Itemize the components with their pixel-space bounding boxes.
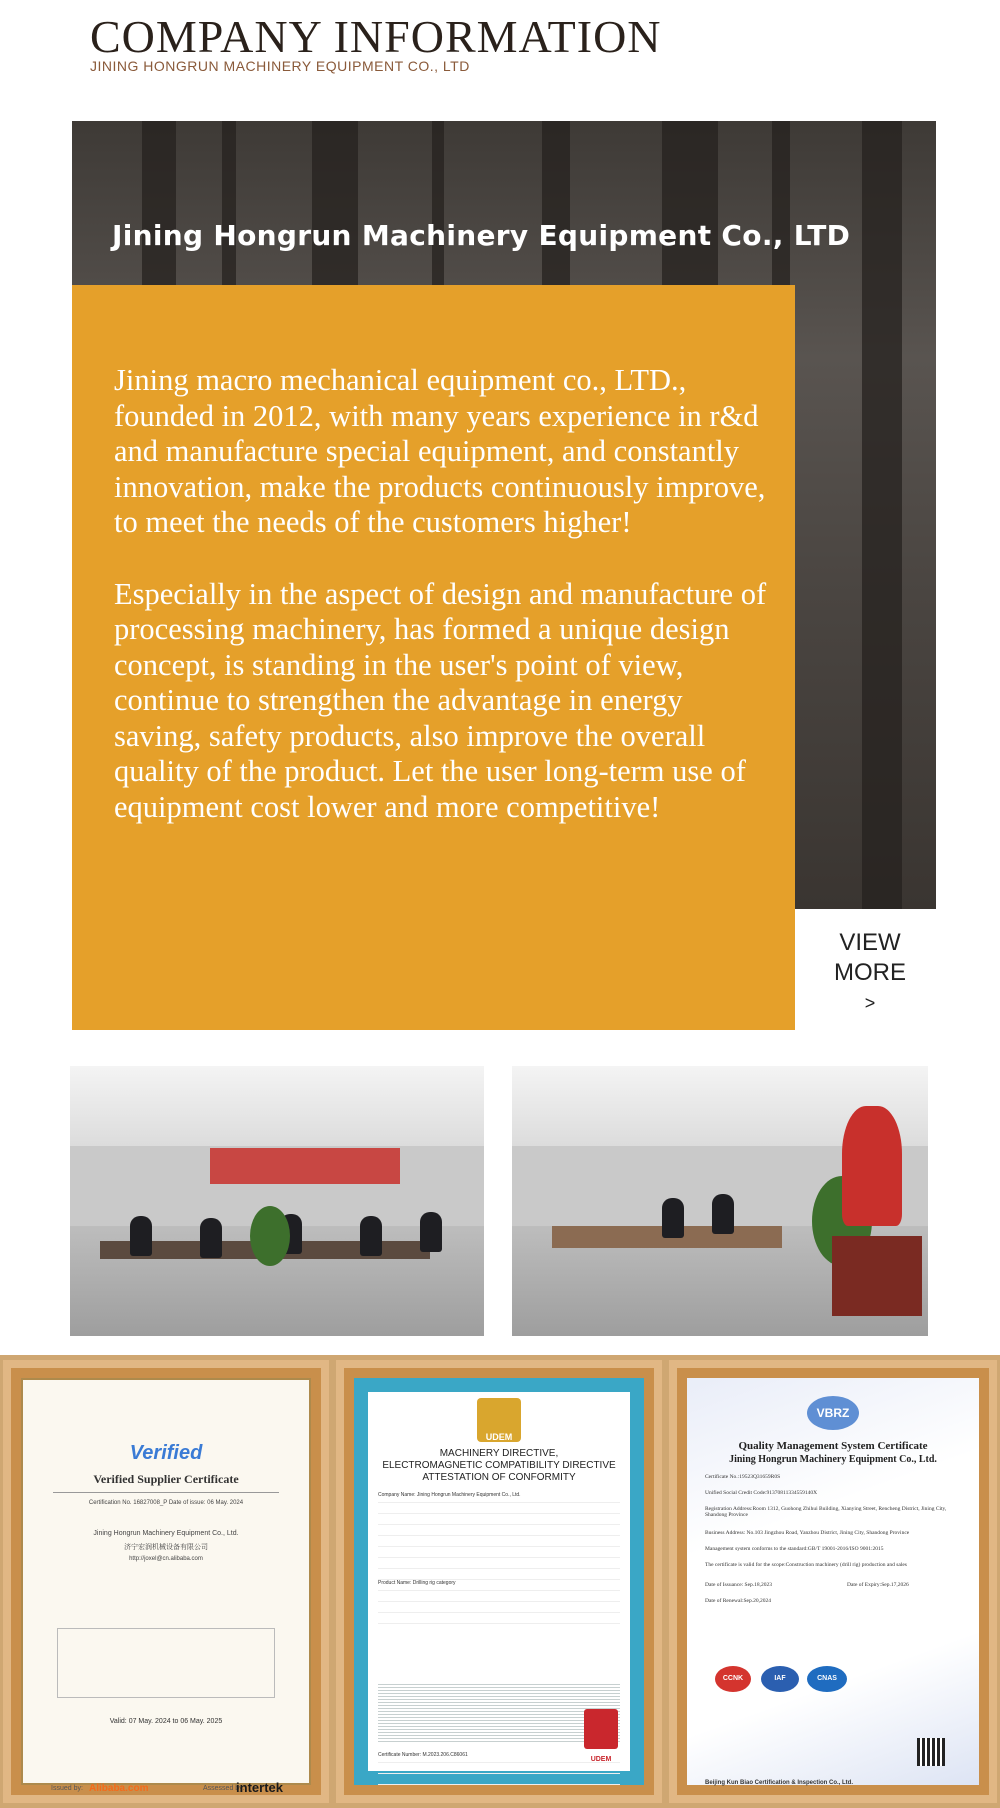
quality-cert-title: Quality Management System Certificate [738, 1440, 928, 1452]
alibaba-logo: Alibaba.com [89, 1783, 149, 1794]
page-subtitle: JINING HONGRUN MACHINERY EQUIPMENT CO., LTD [90, 58, 470, 74]
verified-title: Verified Supplier Certificate [93, 1472, 239, 1486]
verified-cert-line: Certification No. 16827008_P Date of issue: 06 May. 2024 [88, 1500, 244, 1506]
udem-company-row: Company Name: Jining Hongrun Machinery Equipment Co., Ltd. [378, 1492, 620, 1503]
quality-certificate [669, 1360, 997, 1803]
verified-url: http://joxel@cn.alibaba.com [129, 1556, 203, 1562]
udem-certificate [336, 1360, 662, 1803]
verified-valid: Valid: 07 May. 2024 to 06 May. 2025 [109, 1718, 223, 1725]
quality-credit-code: Unified Social Credit Code:91370811334559140X [705, 1490, 818, 1496]
quality-cert-no: Certificate No.:19523Q31659R0S [705, 1474, 781, 1480]
banner-title: Jining Hongrun Machinery Equipment Co., LTD [112, 219, 851, 252]
qr-code [917, 1738, 945, 1766]
udem-stamp [584, 1709, 618, 1749]
about-panel [72, 285, 795, 1030]
udem-title-2: ELECTROMAGNETIC COMPATIBILITY DIRECTIVE [382, 1460, 616, 1471]
verified-assessed-by: Assessed by: [203, 1785, 245, 1792]
quality-expiry: Date of Expiry:Sep.17,2026 [847, 1582, 909, 1588]
about-text [114, 363, 774, 825]
quality-footer: Beijing Kun Biao Certification & Inspection Co., Ltd. [705, 1780, 854, 1786]
chevron-right-icon: > [864, 993, 876, 1013]
udem-product-row: Product Name: Drilling rig category [378, 1580, 620, 1591]
quality-issue-date: Date of Issuance: Sep.18,2023 [705, 1582, 773, 1588]
verified-company: Jining Hongrun Machinery Equipment Co., Ltd. [93, 1530, 239, 1537]
vbrz-logo: VBRZ [807, 1396, 859, 1430]
iaf-seal: IAF [761, 1666, 799, 1692]
verified-company-cn: 济宁宏润机械设备有限公司 [124, 1544, 208, 1551]
udem-stamp-label: UDEM [590, 1756, 612, 1763]
page-title: COMPANY INFORMATION [90, 11, 662, 62]
about-paragraph-2: Especially in the aspect of design and manufacture of processing machinery, has formed a unique design concept, is standing in the user's point of view, continue to strengthen the advantage in energy saving, safety products, also improve the overall quality of the product. Let the user long-term use of equipment cost lower and more competitive! [114, 576, 767, 824]
office-photo-2 [512, 1066, 928, 1336]
verified-issued-by: Issued by: [51, 1785, 83, 1792]
view-more-line1: VIEW [839, 929, 901, 956]
quality-standard: Management system conforms to the standard:GB/T 19001-2016/ISO 9001:2015 [705, 1546, 884, 1552]
quality-scope: The certificate is valid for the scope:Construction machinery (drill rig) production and sales [705, 1562, 907, 1568]
ccnk-seal: CCNK [715, 1666, 751, 1692]
about-paragraph-1: Jining macro mechanical equipment co., LTD., founded in 2012, with many years experience in r&d and manufacture special equipment, and constantly innovation, make the products continuously improve, to meet the needs of the customers higher! [114, 363, 766, 539]
verified-logo: Verified [129, 1442, 203, 1464]
udem-title-1: MACHINERY DIRECTIVE, [439, 1448, 559, 1459]
udem-logo: UDEM [477, 1398, 521, 1442]
intertek-logo: intertek [236, 1780, 283, 1795]
udem-title-3: ATTESTATION OF CONFORMITY [422, 1472, 576, 1483]
quality-business: Business Address: No.103 Jingzhou Road, Yanzhou District, Jining City, Shandong Province [705, 1530, 910, 1536]
udem-cert-number: Certificate Number: M.2023.206.C86061 [378, 1752, 620, 1763]
office-photo-1 [70, 1066, 484, 1336]
quality-registration: Registration Address:Room 1312, Guohong Zhihui Building, Xianying Street, Rencheng District, Jining City, Shandong Province [705, 1506, 947, 1518]
verified-certificate [3, 1360, 329, 1803]
view-more-link[interactable] [810, 928, 930, 1018]
view-more-line2: MORE [834, 959, 906, 986]
cnas-seal: CNAS [807, 1666, 847, 1692]
quality-renewal: Date of Renewal:Sep.20,2024 [705, 1598, 771, 1604]
page-header [0, 0, 1000, 110]
quality-cert-company: Jining Hongrun Machinery Equipment Co., Ltd. [729, 1454, 937, 1465]
